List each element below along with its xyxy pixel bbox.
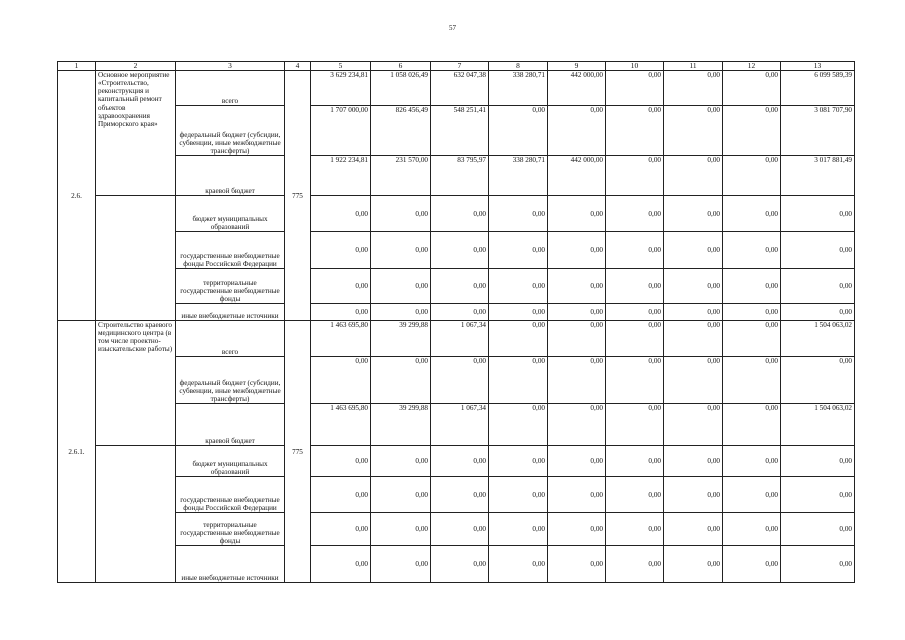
item-name: Строительство краевого медицинского центра (в том числе проектно-изыскательские работы) — [96, 321, 176, 446]
amount-cell: 0,00 — [431, 446, 489, 477]
amount-cell: 0,00 — [431, 269, 489, 304]
amount-cell: 0,00 — [606, 546, 664, 583]
amount-cell: 0,00 — [723, 71, 781, 106]
table-row — [58, 106, 855, 156]
amount-cell: 0,00 — [311, 304, 371, 321]
amount-cell: 0,00 — [723, 446, 781, 477]
table-row — [58, 513, 855, 546]
amount-cell: 0,00 — [489, 446, 548, 477]
amount-cell: 0,00 — [311, 196, 371, 232]
amount-cell: 0,00 — [723, 513, 781, 546]
amount-cell: 1 922 234,81 — [311, 156, 371, 196]
page-number: 57 — [449, 24, 456, 32]
amount-cell: 442 000,00 — [548, 71, 606, 106]
amount-cell: 39 299,88 — [371, 321, 431, 357]
amount-cell: 0,00 — [606, 357, 664, 404]
amount-cell: 0,00 — [606, 513, 664, 546]
amount-cell: 0,00 — [723, 232, 781, 269]
table-row — [58, 71, 855, 106]
amount-cell: 0,00 — [606, 477, 664, 513]
amount-cell: 0,00 — [548, 404, 606, 446]
amount-cell: 0,00 — [489, 321, 548, 357]
amount-cell: 0,00 — [723, 321, 781, 357]
amount-cell: 0,00 — [664, 156, 723, 196]
amount-cell: 0,00 — [606, 196, 664, 232]
column-number: 9 — [548, 62, 606, 71]
amount-cell: 1 463 695,80 — [311, 404, 371, 446]
item-code: 2.6.1. — [58, 321, 96, 583]
amount-cell: 0,00 — [606, 71, 664, 106]
amount-cell: 0,00 — [548, 477, 606, 513]
amount-cell: 0,00 — [311, 357, 371, 404]
amount-cell: 0,00 — [781, 196, 855, 232]
funding-source: федеральный бюджет (субсидии, субвенции, иные межбюджетные трансферты) — [176, 106, 285, 156]
column-number: 5 — [311, 62, 371, 71]
amount-cell: 0,00 — [548, 106, 606, 156]
amount-cell: 0,00 — [548, 232, 606, 269]
funding-source: краевой бюджет — [176, 404, 285, 446]
amount-cell: 1 067,34 — [431, 404, 489, 446]
amount-cell: 0,00 — [664, 477, 723, 513]
amount-cell: 0,00 — [664, 357, 723, 404]
amount-cell: 0,00 — [489, 232, 548, 269]
amount-cell: 0,00 — [606, 404, 664, 446]
funding-source: всего — [176, 71, 285, 106]
amount-cell: 0,00 — [664, 232, 723, 269]
amount-cell: 83 795,97 — [431, 156, 489, 196]
amount-cell: 0,00 — [371, 546, 431, 583]
funding-source: государственные внебюджетные фонды Российской Федерации — [176, 232, 285, 269]
column-number: 12 — [723, 62, 781, 71]
amount-cell: 0,00 — [664, 71, 723, 106]
amount-cell: 0,00 — [548, 357, 606, 404]
amount-cell: 0,00 — [371, 477, 431, 513]
amount-cell: 1 707 000,00 — [311, 106, 371, 156]
amount-cell: 0,00 — [723, 477, 781, 513]
amount-cell: 548 251,41 — [431, 106, 489, 156]
amount-cell: 0,00 — [548, 304, 606, 321]
amount-cell: 0,00 — [723, 546, 781, 583]
amount-cell: 0,00 — [371, 232, 431, 269]
amount-cell: 0,00 — [489, 304, 548, 321]
amount-cell: 632 047,38 — [431, 71, 489, 106]
budget-table — [57, 61, 855, 583]
column-number: 1 — [58, 62, 96, 71]
amount-cell: 39 299,88 — [371, 404, 431, 446]
table-row — [58, 446, 855, 477]
amount-cell: 1 463 695,80 — [311, 321, 371, 357]
amount-cell: 0,00 — [723, 196, 781, 232]
amount-cell: 0,00 — [371, 513, 431, 546]
amount-cell: 0,00 — [431, 196, 489, 232]
amount-cell: 0,00 — [431, 477, 489, 513]
amount-cell: 442 000,00 — [548, 156, 606, 196]
column-number-row — [58, 62, 855, 71]
amount-cell: 0,00 — [311, 232, 371, 269]
amount-cell: 0,00 — [781, 304, 855, 321]
amount-cell: 1 058 026,49 — [371, 71, 431, 106]
amount-cell: 0,00 — [431, 304, 489, 321]
amount-cell: 0,00 — [371, 357, 431, 404]
amount-cell: 0,00 — [664, 404, 723, 446]
column-number: 13 — [781, 62, 855, 71]
amount-cell: 0,00 — [664, 304, 723, 321]
amount-cell: 338 280,71 — [489, 71, 548, 106]
amount-cell: 826 456,49 — [371, 106, 431, 156]
funding-source: государственные внебюджетные фонды Российской Федерации — [176, 477, 285, 513]
amount-cell: 0,00 — [606, 106, 664, 156]
table-row — [58, 156, 855, 196]
column-number: 3 — [176, 62, 285, 71]
item-name-continuation — [96, 196, 176, 321]
amount-cell: 0,00 — [781, 477, 855, 513]
amount-cell: 0,00 — [489, 477, 548, 513]
amount-cell: 0,00 — [664, 513, 723, 546]
funding-source: бюджет муниципальных образований — [176, 196, 285, 232]
amount-cell: 0,00 — [606, 321, 664, 357]
amount-cell: 1 067,34 — [431, 321, 489, 357]
amount-cell: 0,00 — [606, 232, 664, 269]
amount-cell: 0,00 — [371, 269, 431, 304]
amount-cell: 0,00 — [723, 106, 781, 156]
amount-cell: 0,00 — [781, 232, 855, 269]
amount-cell: 0,00 — [431, 546, 489, 583]
funding-source: иные внебюджетные источники — [176, 304, 285, 321]
table-row — [58, 357, 855, 404]
funding-source: территориальные государственные внебюджетные фонды — [176, 269, 285, 304]
table-row — [58, 269, 855, 304]
amount-cell: 0,00 — [311, 269, 371, 304]
amount-cell: 0,00 — [371, 196, 431, 232]
table-row — [58, 546, 855, 583]
amount-cell: 0,00 — [431, 357, 489, 404]
amount-cell: 0,00 — [606, 156, 664, 196]
amount-cell: 0,00 — [548, 321, 606, 357]
table-row — [58, 477, 855, 513]
amount-cell: 0,00 — [548, 196, 606, 232]
amount-cell: 0,00 — [548, 513, 606, 546]
amount-cell: 0,00 — [489, 106, 548, 156]
amount-cell: 3 629 234,81 — [311, 71, 371, 106]
amount-cell: 0,00 — [311, 446, 371, 477]
amount-cell: 3 081 707,90 — [781, 106, 855, 156]
amount-cell: 0,00 — [371, 446, 431, 477]
amount-cell: 0,00 — [664, 446, 723, 477]
grbs-code: 775 — [285, 71, 311, 321]
amount-cell: 0,00 — [431, 232, 489, 269]
amount-cell: 0,00 — [548, 269, 606, 304]
amount-cell: 0,00 — [606, 446, 664, 477]
item-code: 2.6. — [58, 71, 96, 321]
column-number: 6 — [371, 62, 431, 71]
table-row — [58, 404, 855, 446]
amount-cell: 338 280,71 — [489, 156, 548, 196]
amount-cell: 0,00 — [548, 546, 606, 583]
amount-cell: 0,00 — [489, 357, 548, 404]
funding-source: всего — [176, 321, 285, 357]
amount-cell: 0,00 — [723, 304, 781, 321]
funding-source: краевой бюджет — [176, 156, 285, 196]
amount-cell: 0,00 — [489, 513, 548, 546]
funding-source: территориальные государственные внебюджетные фонды — [176, 513, 285, 546]
amount-cell: 0,00 — [606, 269, 664, 304]
amount-cell: 0,00 — [723, 156, 781, 196]
amount-cell: 3 017 881,49 — [781, 156, 855, 196]
amount-cell: 0,00 — [781, 513, 855, 546]
amount-cell: 0,00 — [723, 404, 781, 446]
column-number: 10 — [606, 62, 664, 71]
table-row — [58, 321, 855, 357]
amount-cell: 0,00 — [664, 196, 723, 232]
amount-cell: 0,00 — [664, 321, 723, 357]
funding-source: бюджет муниципальных образований — [176, 446, 285, 477]
table-row — [58, 232, 855, 269]
amount-cell: 231 570,00 — [371, 156, 431, 196]
table-row — [58, 304, 855, 321]
table-row — [58, 196, 855, 232]
amount-cell: 0,00 — [664, 269, 723, 304]
amount-cell: 0,00 — [781, 357, 855, 404]
amount-cell: 0,00 — [781, 446, 855, 477]
amount-cell: 0,00 — [311, 477, 371, 513]
amount-cell: 0,00 — [431, 513, 489, 546]
funding-source: иные внебюджетные источники — [176, 546, 285, 583]
amount-cell: 0,00 — [489, 546, 548, 583]
amount-cell: 0,00 — [723, 357, 781, 404]
column-number: 2 — [96, 62, 176, 71]
column-number: 7 — [431, 62, 489, 71]
amount-cell: 0,00 — [781, 269, 855, 304]
amount-cell: 0,00 — [311, 513, 371, 546]
amount-cell: 0,00 — [489, 404, 548, 446]
amount-cell: 0,00 — [548, 446, 606, 477]
item-name-continuation — [96, 446, 176, 583]
amount-cell: 0,00 — [311, 546, 371, 583]
amount-cell: 0,00 — [664, 546, 723, 583]
budget-table-body — [58, 62, 855, 583]
amount-cell: 0,00 — [664, 106, 723, 156]
item-name: Основное мероприятие «Строительство, реконструкция и капитальный ремонт объектов здравоохранения Приморского края» — [96, 71, 176, 196]
amount-cell: 0,00 — [723, 269, 781, 304]
amount-cell: 0,00 — [489, 196, 548, 232]
amount-cell: 1 504 063,02 — [781, 404, 855, 446]
amount-cell: 1 504 063,02 — [781, 321, 855, 357]
grbs-code: 775 — [285, 321, 311, 583]
column-number: 8 — [489, 62, 548, 71]
amount-cell: 0,00 — [371, 304, 431, 321]
amount-cell: 0,00 — [781, 546, 855, 583]
column-number: 11 — [664, 62, 723, 71]
amount-cell: 6 099 589,39 — [781, 71, 855, 106]
funding-source: федеральный бюджет (субсидии, субвенции, иные межбюджетные трансферты) — [176, 357, 285, 404]
amount-cell: 0,00 — [489, 269, 548, 304]
column-number: 4 — [285, 62, 311, 71]
amount-cell: 0,00 — [606, 304, 664, 321]
